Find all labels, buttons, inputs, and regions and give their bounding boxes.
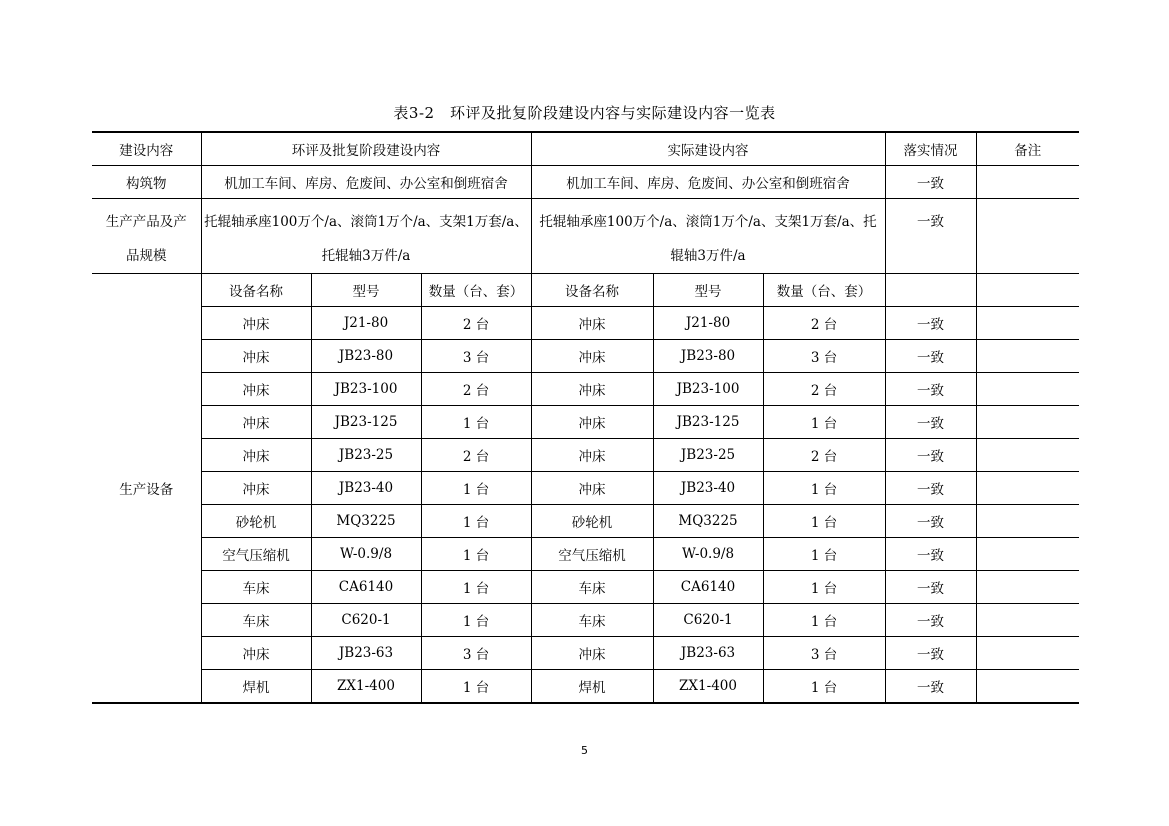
equipment-actual-qty: 1 台 — [763, 604, 885, 637]
equipment-row — [92, 604, 1079, 637]
products-planned-line1: 托辊轴承座100万个/a、滚筒1万个/a、支架1万套/a、 — [204, 214, 528, 230]
equipment-status: 一致 — [885, 307, 976, 340]
equipment-row — [92, 472, 1079, 505]
equipment-actual-qty: 2 台 — [763, 373, 885, 406]
products-actual — [531, 199, 885, 274]
table-caption: 表3-2 环评及批复阶段建设内容与实际建设内容一览表 — [393, 104, 776, 122]
equipment-planned-qty: 1 台 — [421, 604, 531, 637]
header-category: 建设内容 — [92, 132, 201, 166]
equipment-actual-qty: 1 台 — [763, 406, 885, 439]
equipment-actual-name: 冲床 — [531, 439, 653, 472]
equipment-planned-name: 冲床 — [201, 340, 311, 373]
equipment-actual-name: 车床 — [531, 571, 653, 604]
equipment-actual-model: JB23-80 — [653, 340, 763, 373]
equipment-planned-name: 车床 — [201, 571, 311, 604]
equipment-status: 一致 — [885, 373, 976, 406]
equipment-planned-qty: 2 台 — [421, 307, 531, 340]
equipment-actual-name: 空气压缩机 — [531, 538, 653, 571]
equipment-planned-model: JB23-80 — [311, 340, 421, 373]
equipment-actual-name: 冲床 — [531, 307, 653, 340]
equipment-actual-qty: 3 台 — [763, 340, 885, 373]
equipment-status: 一致 — [885, 538, 976, 571]
equipment-actual-name: 车床 — [531, 604, 653, 637]
equipment-planned-model: W-0.9/8 — [311, 538, 421, 571]
equipment-planned-model: JB23-100 — [311, 373, 421, 406]
buildings-note — [976, 166, 1079, 199]
products-actual-line2: 辊轴3万件/a — [670, 248, 746, 264]
equipment-planned-model: JB23-125 — [311, 406, 421, 439]
equipment-status: 一致 — [885, 637, 976, 670]
table-body — [92, 132, 1079, 703]
equipment-planned-qty: 1 台 — [421, 505, 531, 538]
equipment-actual-model: J21-80 — [653, 307, 763, 340]
equipment-status: 一致 — [885, 604, 976, 637]
equipment-planned-model: JB23-25 — [311, 439, 421, 472]
equipment-planned-qty: 2 台 — [421, 439, 531, 472]
equipment-planned-model: JB23-40 — [311, 472, 421, 505]
buildings-actual: 机加工车间、库房、危废间、办公室和倒班宿舍 — [531, 166, 885, 199]
equipment-row — [92, 307, 1079, 340]
equipment-planned-qty: 1 台 — [421, 571, 531, 604]
equipment-actual-model: JB23-63 — [653, 637, 763, 670]
equipment-note — [976, 472, 1079, 505]
equipment-actual-qty: 1 台 — [763, 670, 885, 704]
header-planned: 环评及批复阶段建设内容 — [201, 132, 531, 166]
equipment-actual-name: 焊机 — [531, 670, 653, 704]
equipment-status: 一致 — [885, 439, 976, 472]
equipment-status: 一致 — [885, 571, 976, 604]
equipment-header-row — [92, 274, 1079, 307]
equipment-note — [976, 505, 1079, 538]
actual-col-qty: 数量（台、套） — [763, 274, 885, 307]
equipment-planned-qty: 1 台 — [421, 538, 531, 571]
equipment-note — [976, 340, 1079, 373]
header-status: 落实情况 — [885, 132, 976, 166]
equipment-header-status — [885, 274, 976, 307]
equipment-planned-qty: 1 台 — [421, 670, 531, 704]
equipment-planned-model: CA6140 — [311, 571, 421, 604]
buildings-row — [92, 166, 1079, 199]
equipment-actual-model: C620-1 — [653, 604, 763, 637]
equipment-actual-model: JB23-100 — [653, 373, 763, 406]
equipment-status: 一致 — [885, 670, 976, 704]
equipment-actual-model: CA6140 — [653, 571, 763, 604]
equipment-planned-qty: 1 台 — [421, 472, 531, 505]
equipment-planned-model: J21-80 — [311, 307, 421, 340]
planned-col-qty: 数量（台、套） — [421, 274, 531, 307]
equipment-planned-model: JB23-63 — [311, 637, 421, 670]
equipment-actual-name: 冲床 — [531, 406, 653, 439]
actual-col-model: 型号 — [653, 274, 763, 307]
equipment-planned-name: 冲床 — [201, 472, 311, 505]
equipment-note — [976, 406, 1079, 439]
equipment-actual-model: JB23-40 — [653, 472, 763, 505]
equipment-actual-qty: 2 台 — [763, 307, 885, 340]
equipment-note — [976, 637, 1079, 670]
products-row — [92, 199, 1079, 274]
products-label — [92, 199, 201, 274]
equipment-planned-qty: 3 台 — [421, 637, 531, 670]
equipment-actual-qty: 1 台 — [763, 538, 885, 571]
products-planned — [201, 199, 531, 274]
equipment-actual-model: JB23-125 — [653, 406, 763, 439]
equipment-note — [976, 538, 1079, 571]
equipment-planned-qty: 3 台 — [421, 340, 531, 373]
products-label-line2: 品规模 — [126, 248, 167, 264]
equipment-note — [976, 571, 1079, 604]
planned-col-model: 型号 — [311, 274, 421, 307]
equipment-planned-name: 焊机 — [201, 670, 311, 704]
equipment-planned-name: 冲床 — [201, 637, 311, 670]
buildings-planned: 机加工车间、库房、危废间、办公室和倒班宿舍 — [201, 166, 531, 199]
equipment-status: 一致 — [885, 505, 976, 538]
equipment-note — [976, 373, 1079, 406]
equipment-actual-name: 冲床 — [531, 637, 653, 670]
equipment-actual-model: JB23-25 — [653, 439, 763, 472]
equipment-status: 一致 — [885, 340, 976, 373]
equipment-row — [92, 571, 1079, 604]
equipment-note — [976, 439, 1079, 472]
header-row — [92, 132, 1079, 166]
equipment-row — [92, 439, 1079, 472]
equipment-planned-name: 冲床 — [201, 406, 311, 439]
equipment-row — [92, 406, 1079, 439]
equipment-planned-qty: 1 台 — [421, 406, 531, 439]
equipment-planned-name: 车床 — [201, 604, 311, 637]
equipment-actual-model: ZX1-400 — [653, 670, 763, 704]
equipment-actual-name: 砂轮机 — [531, 505, 653, 538]
comparison-table — [92, 131, 1079, 704]
planned-col-name: 设备名称 — [201, 274, 311, 307]
equipment-actual-model: W-0.9/8 — [653, 538, 763, 571]
equipment-actual-qty: 2 台 — [763, 439, 885, 472]
equipment-planned-name: 冲床 — [201, 373, 311, 406]
equipment-actual-name: 冲床 — [531, 472, 653, 505]
equipment-actual-qty: 3 台 — [763, 637, 885, 670]
equipment-planned-qty: 2 台 — [421, 373, 531, 406]
equipment-actual-model: MQ3225 — [653, 505, 763, 538]
products-label-line1: 生产产品及产 — [105, 214, 187, 230]
equipment-status: 一致 — [885, 406, 976, 439]
equipment-planned-name: 砂轮机 — [201, 505, 311, 538]
header-actual: 实际建设内容 — [531, 132, 885, 166]
equipment-planned-name: 冲床 — [201, 439, 311, 472]
page-number: 5 — [581, 744, 588, 757]
equipment-label: 生产设备 — [92, 274, 201, 704]
equipment-row — [92, 670, 1079, 704]
equipment-actual-qty: 1 台 — [763, 505, 885, 538]
equipment-planned-name: 冲床 — [201, 307, 311, 340]
equipment-actual-name: 冲床 — [531, 340, 653, 373]
equipment-planned-name: 空气压缩机 — [201, 538, 311, 571]
equipment-actual-qty: 1 台 — [763, 472, 885, 505]
equipment-row — [92, 538, 1079, 571]
equipment-note — [976, 670, 1079, 704]
equipment-row — [92, 637, 1079, 670]
header-note: 备注 — [976, 132, 1079, 166]
products-note — [976, 199, 1079, 274]
equipment-planned-model: C620-1 — [311, 604, 421, 637]
actual-col-name: 设备名称 — [531, 274, 653, 307]
equipment-note — [976, 604, 1079, 637]
equipment-planned-model: MQ3225 — [311, 505, 421, 538]
equipment-row — [92, 505, 1079, 538]
products-status: 一致 — [885, 199, 976, 274]
equipment-planned-model: ZX1-400 — [311, 670, 421, 704]
buildings-status: 一致 — [885, 166, 976, 199]
equipment-row — [92, 373, 1079, 406]
equipment-note — [976, 307, 1079, 340]
equipment-row — [92, 340, 1079, 373]
equipment-actual-qty: 1 台 — [763, 571, 885, 604]
equipment-header-note — [976, 274, 1079, 307]
buildings-label: 构筑物 — [92, 166, 201, 199]
products-planned-line2: 托辊轴3万件/a — [321, 248, 411, 264]
equipment-actual-name: 冲床 — [531, 373, 653, 406]
equipment-status: 一致 — [885, 472, 976, 505]
products-actual-line1: 托辊轴承座100万个/a、滚筒1万个/a、支架1万套/a、托 — [539, 214, 877, 230]
